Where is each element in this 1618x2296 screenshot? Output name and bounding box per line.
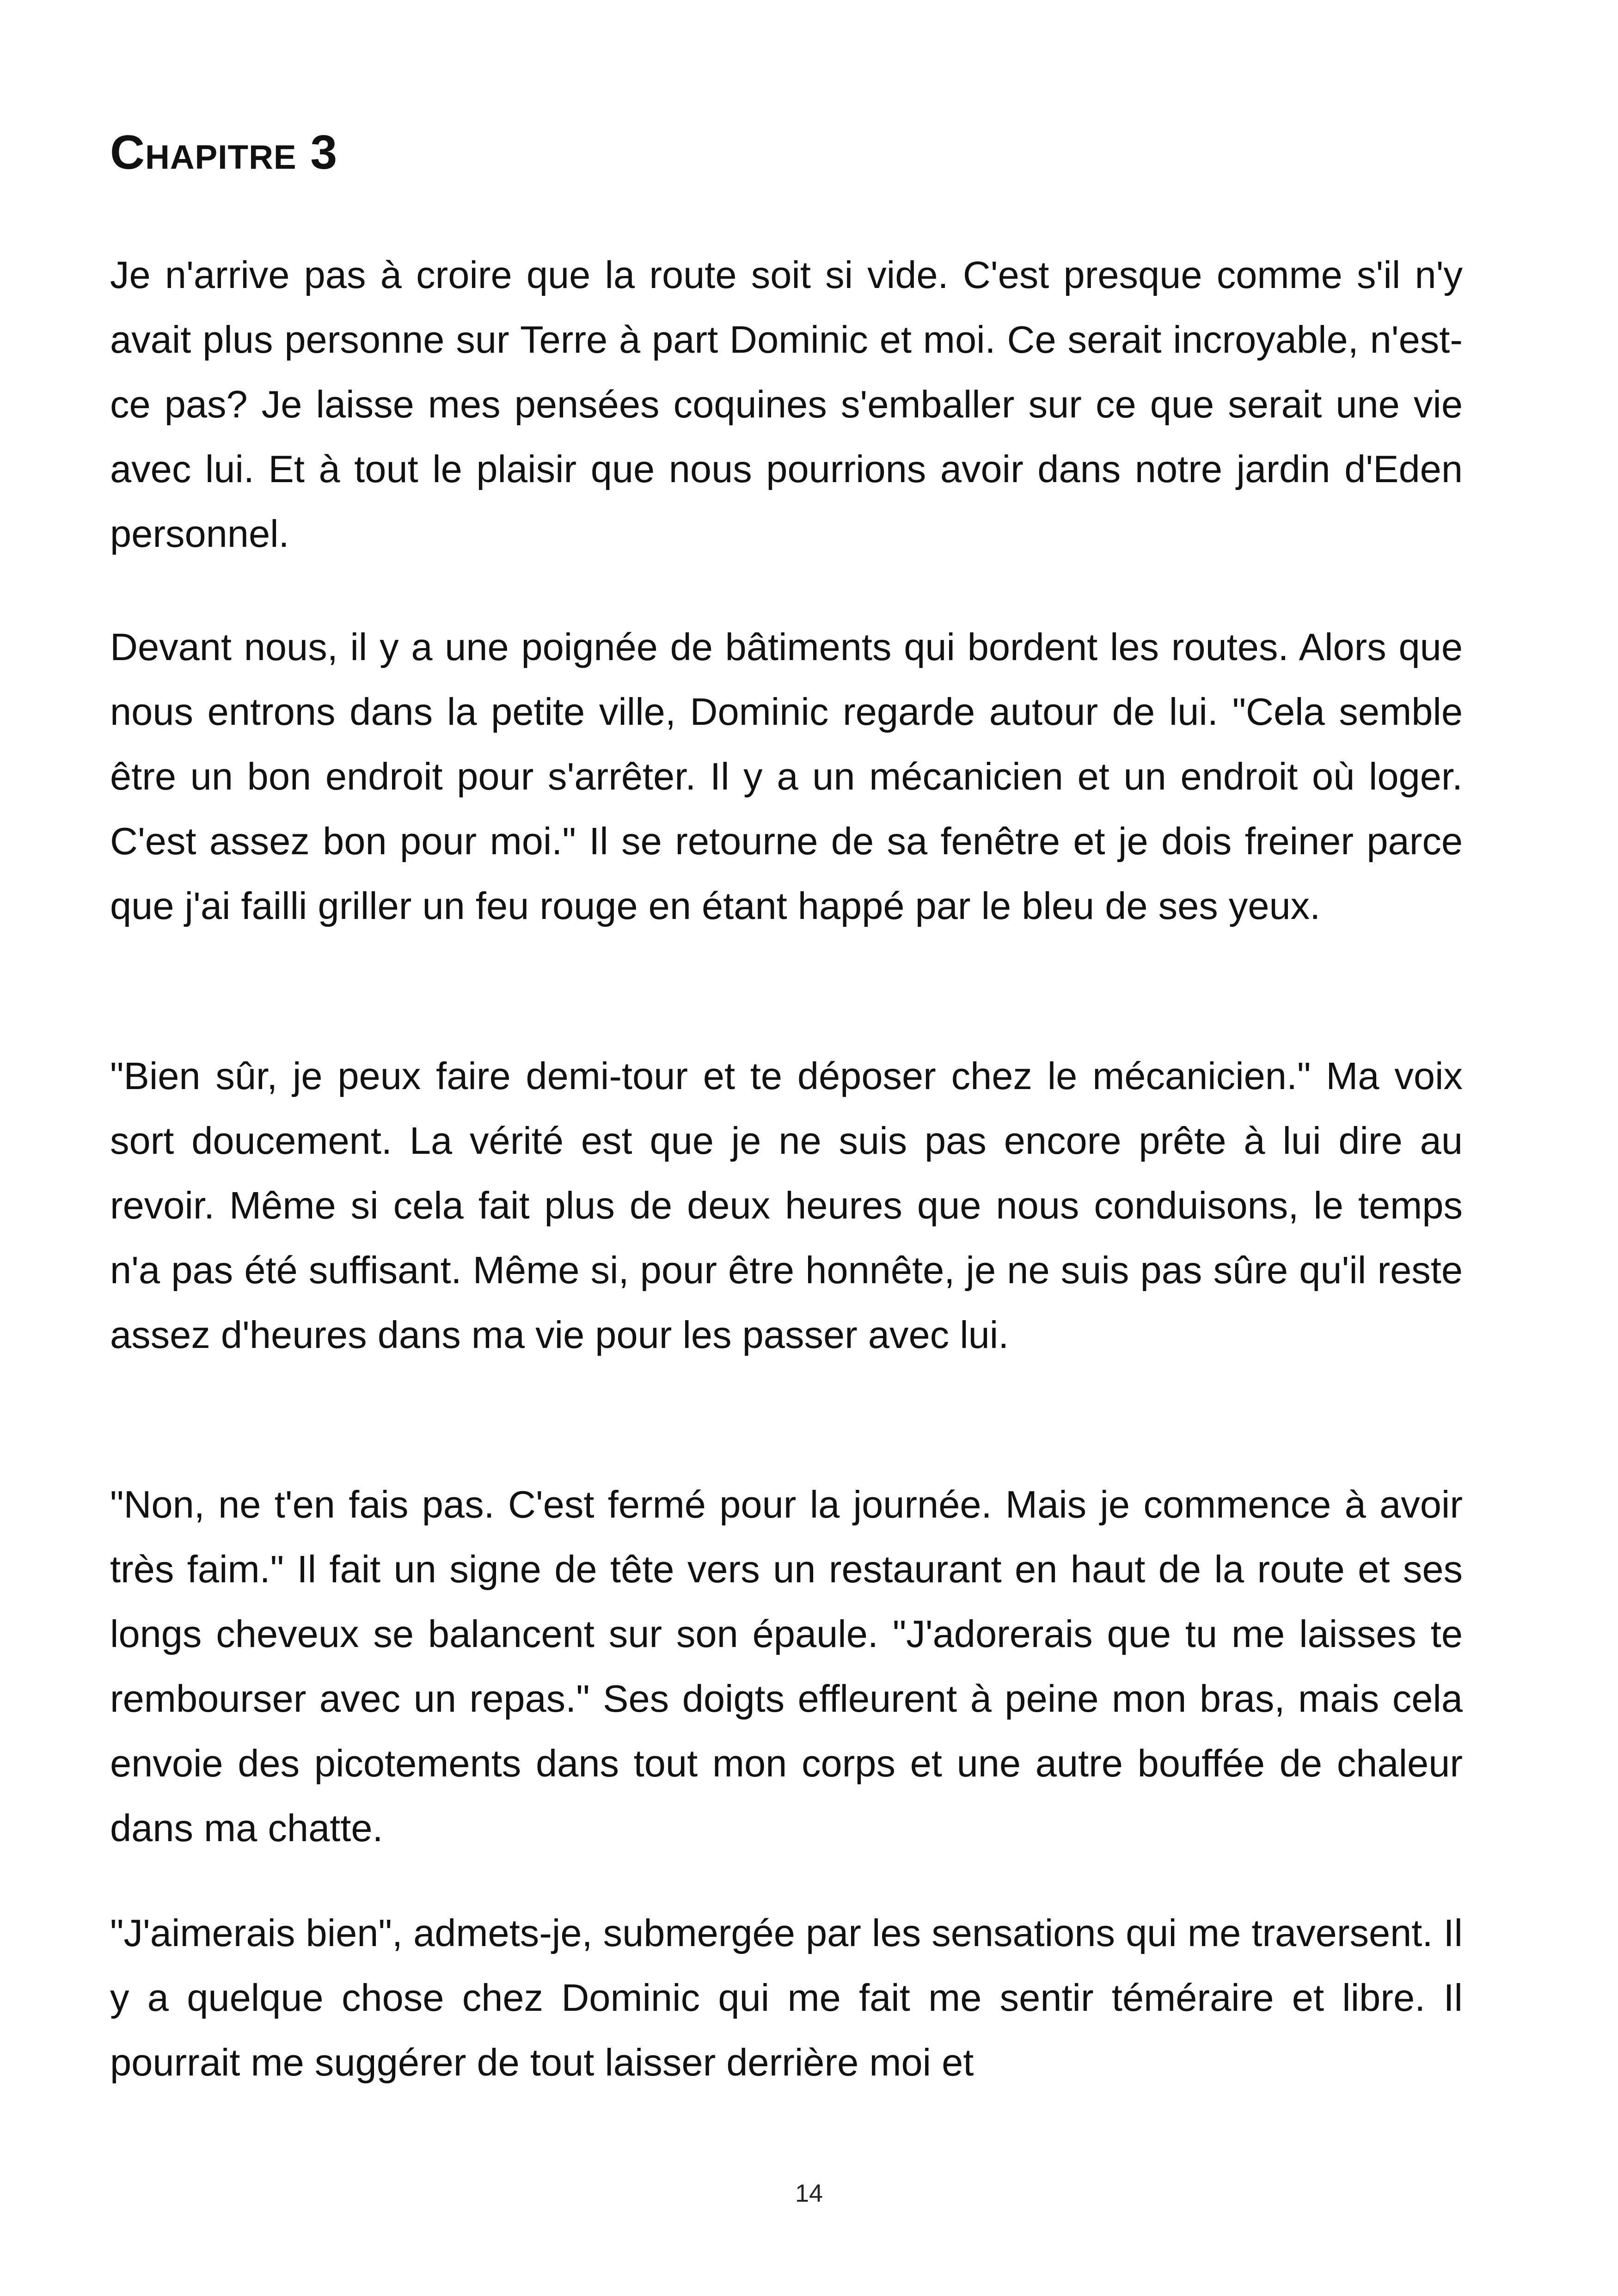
paragraph-4: "Non, ne t'en fais pas. C'est fermé pour la journée. Mais je commence à avoir très faim." Il fait un signe de tête vers un restaurant en haut de la route et ses longs cheveux se balancent sur son épaule. "J'adorerais que tu me laisses te rembourser avec un repas." Ses doigts effleurent à peine mon bras, mais cela envoie des picotements dans tout mon corps et une autre bouffée de chaleur dans ma chatte.: [110, 1483, 1463, 1849]
page-number: 14: [795, 2180, 823, 2207]
paragraph-3: "Bien sûr, je peux faire demi-tour et te déposer chez le mécanicien." Ma voix sort doucement. La vérité est que je ne suis pas encore prête à lui dire au revoir. Même si cela fait plus de deux heures que nous conduisons, le temps n'a pas été suffisant. Même si, pour être honnête, je ne suis pas sûre qu'il reste assez d'heures dans ma vie pour les passer avec lui.: [110, 1054, 1463, 1356]
paragraph-5: "J'aimerais bien", admets-je, submergée par les sensations qui me traversent. Il y a quelque chose chez Dominic qui me fait me sentir téméraire et libre. Il pourrait me suggérer de tout laisser derrière moi et: [110, 1911, 1463, 2084]
paragraph-1: Je n'arrive pas à croire que la route soit si vide. C'est presque comme s'il n'y avait plus personne sur Terre à part Dominic et moi. Ce serait incroyable, n'est-ce pas? Je laisse mes pensées coquines s'emballer sur ce que serait une vie avec lui. Et à tout le plaisir que nous pourrions avoir dans notre jardin d'Eden personnel.: [110, 253, 1463, 555]
paragraph-2: Devant nous, il y a une poignée de bâtiments qui bordent les routes. Alors que nous entrons dans la petite ville, Dominic regarde autour de lui. "Cela semble être un bon endroit pour s'arrêter. Il y a un mécanicien et un endroit où loger. C'est assez bon pour moi." Il se retourne de sa fenêtre et je dois freiner parce que j'ai failli griller un feu rouge en étant happé par le bleu de ses yeux.: [110, 625, 1463, 927]
chapter-title: Chapitre 3: [110, 126, 338, 179]
